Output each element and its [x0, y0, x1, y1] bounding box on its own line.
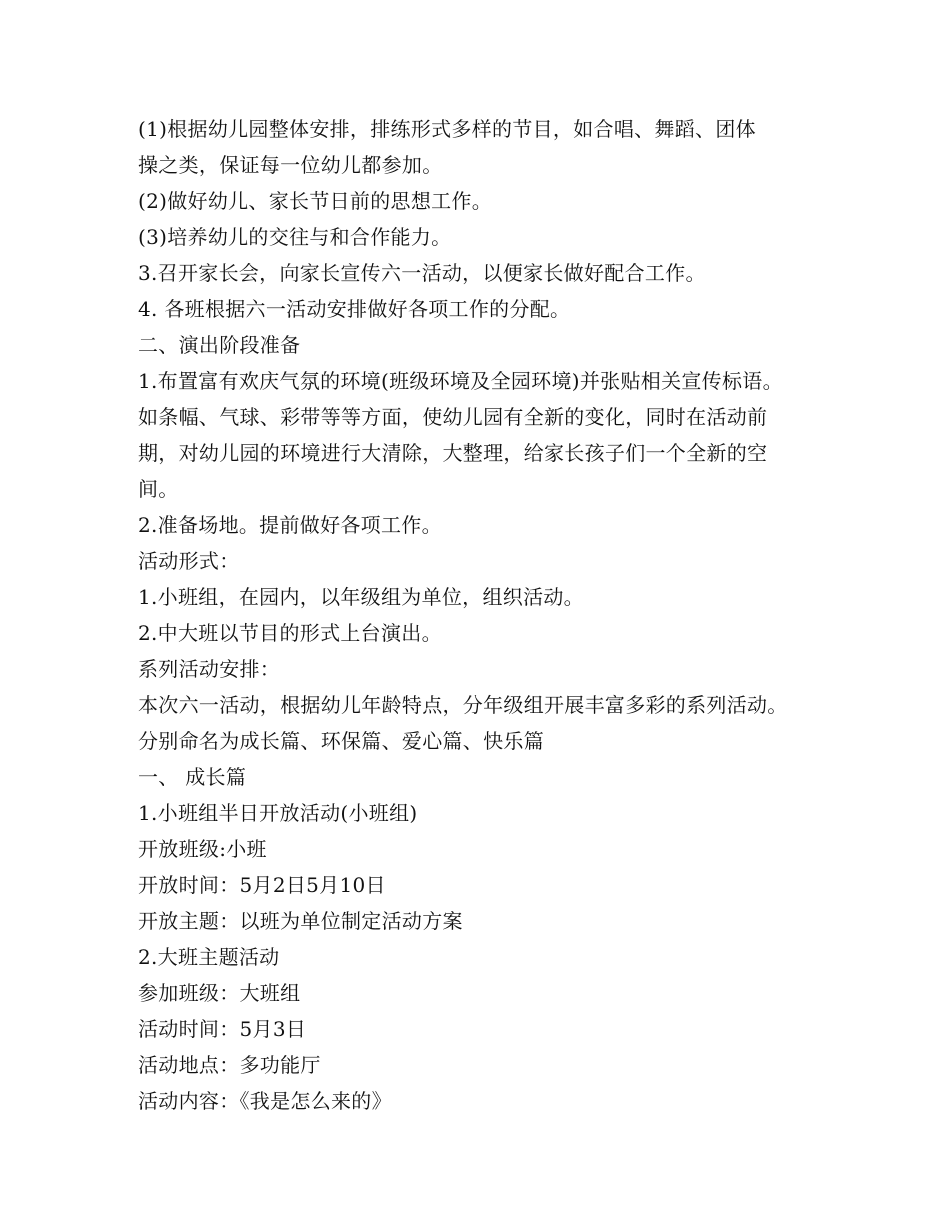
text-line: 活动内容：《我是怎么来的》 — [138, 1089, 392, 1113]
text-line: 开放主题：以班为单位制定活动方案 — [138, 909, 463, 933]
text-line: 4. 各班根据六一活动安排做好各项工作的分配。 — [138, 297, 571, 321]
text-line: 3.召开家长会，向家长宣传六一活动，以便家长做好配合工作。 — [138, 261, 706, 285]
text-line: 期，对幼儿园的环境进行大清除，大整理，给家长孩子们一个全新的空 — [138, 441, 768, 465]
text-line: 本次六一活动，根据幼儿年龄特点，分年级组开展丰富多彩的系列活动。 — [138, 693, 788, 717]
section-heading: 活动形式： — [138, 549, 240, 573]
text-line: 如条幅、气球、彩带等等方面，使幼儿园有全新的变化，同时在活动前 — [138, 405, 768, 429]
section-heading: 一、 成长篇 — [138, 765, 247, 789]
document-body — [138, 111, 838, 1119]
text-line: 开放班级:小班 — [138, 837, 267, 861]
text-line: 1.布置富有欢庆气氛的环境(班级环境及全园环境)并张贴相关宣传标语。 — [138, 369, 783, 393]
text-line: 活动地点：多功能厅 — [138, 1053, 321, 1077]
section-heading: 二、演出阶段准备 — [138, 333, 301, 357]
text-line: 2.准备场地。提前做好各项工作。 — [138, 513, 442, 537]
text-line: 操之类，保证每一位幼儿都参加。 — [138, 153, 443, 177]
text-line: 间。 — [138, 477, 179, 501]
text-line: (1)根据幼儿园整体安排，排练形式多样的节目，如合唱、舞蹈、团体 — [138, 117, 756, 141]
text-line: 2.大班主题活动 — [138, 945, 280, 969]
text-line: (3)培养幼儿的交往与和合作能力。 — [138, 225, 452, 249]
section-heading: 系列活动安排： — [138, 657, 281, 681]
text-line: (2)做好幼儿、家长节日前的思想工作。 — [138, 189, 493, 213]
text-line: 开放时间：5月2日5月10日 — [138, 873, 386, 897]
text-line: 1.小班组，在园内，以年级组为单位，组织活动。 — [138, 585, 584, 609]
text-line: 2.中大班以节目的形式上台演出。 — [138, 621, 442, 645]
text-line: 1.小班组半日开放活动(小班组) — [138, 801, 418, 825]
text-line: 活动时间：5月3日 — [138, 1017, 307, 1041]
text-line: 参加班级：大班组 — [138, 981, 301, 1005]
text-line: 分别命名为成长篇、环保篇、爱心篇、快乐篇 — [138, 729, 544, 753]
